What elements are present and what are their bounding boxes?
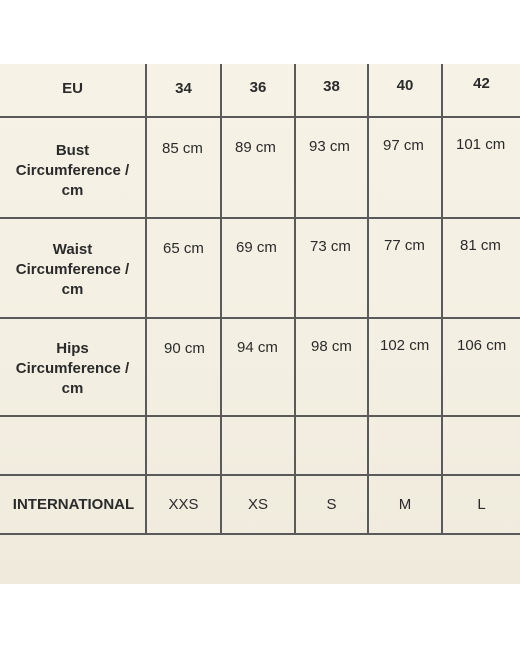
hips-value: 102 cm: [380, 337, 430, 354]
waist-value: 73 cm: [310, 238, 351, 255]
bust-value: 101 cm: [456, 136, 506, 153]
hips-label-line: cm: [61, 380, 84, 397]
grid-line: [0, 474, 520, 476]
waist-label-line: cm: [61, 281, 84, 298]
hips-label-line: Circumference /: [15, 360, 130, 377]
bust-label-line: Circumference /: [15, 162, 130, 179]
hips-label-line: Hips: [56, 340, 89, 357]
hips-value: 94 cm: [237, 339, 278, 356]
grid-line: [0, 317, 520, 319]
size-header: 34: [175, 80, 192, 97]
size-header: 42: [473, 75, 490, 92]
grid-line: [0, 533, 520, 535]
bust-row-label: [0, 141, 145, 201]
grid-line: [294, 64, 296, 534]
grid-line: [220, 64, 222, 534]
waist-row-label: [0, 240, 145, 300]
bust-label-line: Bust: [55, 142, 90, 159]
grid-line: [441, 64, 443, 534]
grid-line: [145, 64, 147, 534]
grid-line: [0, 415, 520, 417]
waist-value: 77 cm: [384, 237, 425, 254]
waist-label-line: Waist: [52, 241, 93, 258]
grid-line: [0, 116, 520, 118]
waist-label-line: Circumference /: [15, 261, 130, 278]
international-size: S: [326, 496, 337, 513]
hips-value: 106 cm: [457, 337, 507, 354]
waist-value: 65 cm: [163, 240, 204, 257]
grid-line: [0, 217, 520, 219]
waist-value: 69 cm: [236, 239, 277, 256]
size-header: 40: [396, 77, 414, 94]
grid-line: [367, 64, 369, 534]
international-size: M: [398, 496, 412, 513]
waist-value: 81 cm: [460, 237, 501, 254]
bust-label-line: cm: [61, 182, 84, 199]
international-label: INTERNATIONAL: [12, 496, 135, 513]
international-size: L: [477, 496, 486, 513]
size-chart-photo: [0, 64, 520, 584]
bust-value: 93 cm: [309, 138, 350, 155]
bust-value: 85 cm: [162, 140, 203, 157]
hips-value: 90 cm: [164, 340, 205, 357]
size-header: 38: [323, 78, 340, 95]
size-header: 36: [249, 79, 267, 96]
international-size: XXS: [168, 496, 199, 513]
bust-value: 97 cm: [383, 137, 424, 154]
international-size: XS: [247, 496, 268, 513]
hips-row-label: [0, 339, 145, 399]
hips-value: 98 cm: [311, 338, 352, 355]
corner-label: EU: [62, 80, 83, 97]
bust-value: 89 cm: [235, 139, 276, 156]
